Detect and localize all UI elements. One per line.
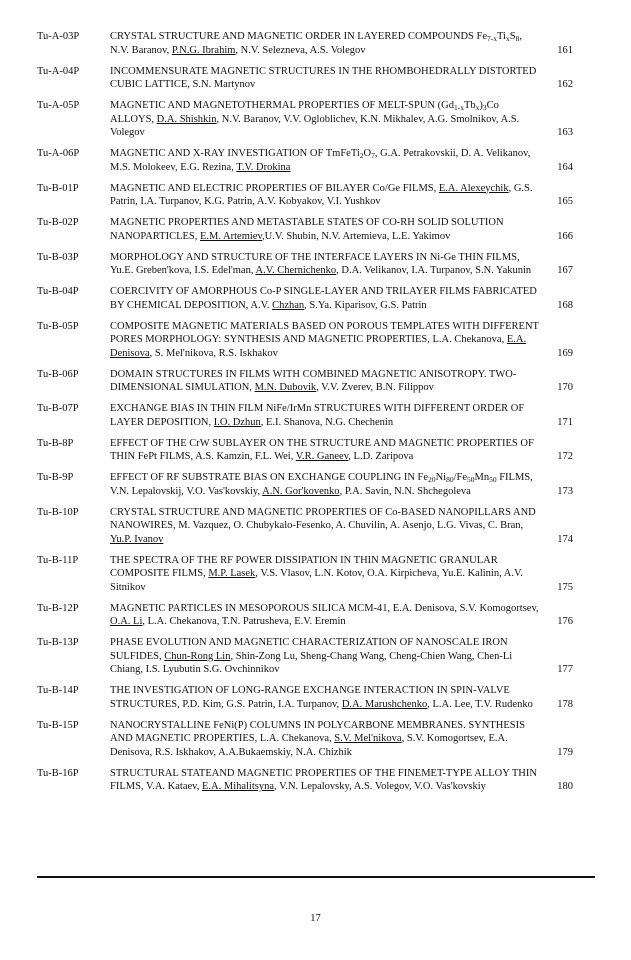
toc-entry [37, 320, 595, 361]
toc-entry [37, 99, 595, 140]
toc-entry [37, 636, 595, 677]
toc-entry [37, 285, 595, 312]
footer-rule [37, 876, 595, 878]
entry-title-authors: PHASE EVOLUTION AND MAGNETIC CHARACTERIZATION OF NANOSCALE IRON SULFIDES, Chun-Rong Lin, Shin-Zong Lu, Sheng-Chang Wang, Cheng-Chien Wang, Chen-Li Chiang, I.S. Lyubutin S.G. Ovchinnikov [110, 637, 513, 675]
entry-page-number: 163 [557, 127, 573, 138]
toc-entry [37, 506, 595, 547]
entry-title-authors: MAGNETIC PROPERTIES AND METASTABLE STATES OF CO-RH SOLID SOLUTION NANOPARTICLES, E.M. Artemiev,U.V. Shubin, N.V. Artemieva, L.E. Yakimov [110, 217, 504, 242]
entry-title-authors: DOMAIN STRUCTURES IN FILMS WITH COMBINED MAGNETIC ANISOTROPY. TWO-DIMENSIONAL SIMULATION, M.N. Dubovik, V.V. Zverev, B.N. Filippov [110, 368, 517, 393]
entry-code: Tu-B-11P [37, 554, 79, 566]
entry-title-authors: THE SPECTRA OF THE RF POWER DISSIPATION IN THIN MAGNETIC GRANULAR COMPOSITE FILMS, M.P. Lasek, V.S. Vlasov, L.N. Kotov, O.A. Kirpicheva, Yu.E. Kalinin, A.V. Sitnikov [110, 554, 523, 593]
toc-entry [37, 182, 595, 209]
toc-entry [37, 147, 595, 174]
entry-code: Tu-B-14P [37, 685, 79, 696]
toc-entry [37, 602, 595, 629]
entry-code: Tu-B-05P [37, 320, 79, 332]
entry-page-number: 166 [557, 230, 573, 242]
entry-page-number: 172 [557, 451, 573, 462]
toc-entry [37, 767, 595, 794]
entry-code: Tu-B-15P [37, 719, 79, 731]
entry-page-number: 175 [557, 581, 573, 593]
entry-title-authors: MAGNETIC AND X-RAY INVESTIGATION OF $TmFeTi_2O_7$, G.A. Petrakovskii, D. A. Velikanov, M.S. Molokeev, E.G. Rezina, T.V. Drokina [110, 148, 531, 173]
entry-code: Tu-A-04P [37, 65, 80, 77]
entry-page-number: 179 [557, 746, 573, 758]
entry-page-number: 177 [557, 664, 573, 675]
toc-list [37, 30, 595, 872]
toc-entry [37, 30, 595, 57]
entry-code: Tu-B-06P [37, 368, 79, 380]
entry-title-authors: MAGNETIC PARTICLES IN MESOPOROUS SILICA MCM-41, E.A. Denisova, S.V. Komogortsev, O.A. Li, L.A. Chekanova, T.N. Patrusheva, E.V. Eremin [110, 602, 539, 627]
entry-title-authors: STRUCTURAL STATEAND MAGNETIC PROPERTIES OF THE FINEMET-TYPE ALLOY THIN FILMS, V.A. Kataev, E.A. Mihalitsyna, V.N. Lepalovsky, A.S. Volegov, V.O. Vas'kovskiy [110, 767, 537, 792]
entry-page-number: 161 [557, 44, 573, 56]
entry-title-authors: EXCHANGE BIAS IN THIN FILM NiFe/IrMn STRUCTURES WITH DIFFERENT ORDER OF LAYER DEPOSITION, I.O. Dzhun, E.I. Shanova, N.G. Chechenin [110, 403, 525, 428]
entry-page-number: 167 [557, 265, 573, 276]
entry-title-authors: COMPOSITE MAGNETIC MATERIALS BASED ON POROUS TEMPLATES WITH DIFFERENT PORES MORPHOLOGY: SYNTHESIS AND MAGNETIC PROPERTIES, L.A. Chekanova, E.A. Denisova, S. Mel'nikova, R.S. Iskhakov [110, 320, 539, 359]
entry-title-authors: COERCIVITY OF AMORPHOUS Co-P SINGLE-LAYER AND TRILAYER FILMS FABRICATED BY CHEMICAL DEPOSITION, A.V. Chzhan, S.Ya. Kiparisov, G.S. Patrin [110, 286, 537, 311]
entry-title-authors: NANOCRYSTALLINE FeNi(P) COLUMNS IN POLYCARBONE MEMBRANES. SYNTHESIS AND MAGNETIC PROPERTIES, L.A. Chekanova, S.V. Mel'nikova, S.V. Komogortsev, E.A. Denisova, R.S. Iskhakov, A.A.Bukaemskiy, N.A. Chizhik [110, 719, 525, 758]
toc-entry [37, 471, 595, 498]
page-number: 17 [310, 913, 321, 924]
entry-code: Tu-B-03P [37, 251, 79, 263]
entry-title-authors: EFFECT OF THE CrW SUBLAYER ON THE STRUCTURE AND MAGNETIC PROPERTIES OF THIN FePt FILMS, A.S. Kamzin, F.L. Wei, V.R. Ganeev, L.D. Zaripova [110, 437, 534, 462]
entry-code: Tu-B-10P [37, 506, 79, 518]
entry-page-number: 178 [557, 698, 573, 710]
entry-page-number: 176 [557, 616, 573, 627]
entry-code: Tu-B-13P [37, 637, 79, 648]
entry-title-authors: CRYSTAL STRUCTURE AND MAGNETIC ORDER IN LAYERED COMPOUNDS $Fe_{7-x}Ti_xS_8$, N.V. Baranov, P.N.G. Ibrahim, N.V. Selezneva, A.S. Volegov [110, 31, 522, 56]
entry-code: Tu-A-06P [37, 148, 80, 159]
entry-code: Tu-B-12P [37, 602, 79, 614]
entry-code: Tu-A-03P [37, 31, 80, 42]
entry-title-authors: INCOMMENSURATE MAGNETIC STRUCTURES IN THE RHOMBOHEDRALLY DISTORTED CUBIC LATTICE, S.N. Martynov [110, 65, 537, 90]
toc-entry [37, 251, 595, 278]
entry-title-authors: CRYSTAL STRUCTURE AND MAGNETIC PROPERTIES OF Co-BASED NANOPILLARS AND NANOWIRES, M. Vazquez, O. Chubykalo-Fesenko, A. Chuvilin, A. Asenjo, L.G. Vivas, C. Bran, Yu.P. Ivanov [110, 506, 536, 545]
entry-title-authors: MORPHOLOGY AND STRUCTURE OF THE INTERFACE LAYERS IN Ni-Ge THIN FILMS, Yu.E. Greben'kova, I.S. Edel'man, A.V. Chernichenko, D.A. Velikanov, I.A. Turpanov, S.N. Yakunin [110, 251, 532, 276]
entry-code: Tu-B-9P [37, 472, 74, 483]
entry-page-number: 174 [557, 533, 573, 545]
entry-title-authors: EFFECT OF RF SUBSTRATE BIAS ON EXCHANGE COUPLING IN $Fe_{20}Ni_{80}/Fe_{50}Mn_{50}$ FILMS, V.N. Lepalovskij, V.O. Vas'kovskiy, A.N. Gor'kovenko, P.A. Savin, N.N. Shchegoleva [110, 472, 533, 497]
entry-page-number: 173 [557, 485, 573, 497]
entry-code: Tu-B-04P [37, 286, 79, 297]
entry-title-authors: THE INVESTIGATION OF LONG-RANGE EXCHANGE INTERACTION IN SPIN-VALVE STRUCTURES, P.D. Kim, G.S. Patrin, I.A. Turpanov, D.A. Marushchenko, L.A. Lee, T.V. Rudenko [110, 685, 533, 710]
entry-page-number: 162 [557, 79, 573, 90]
entry-page-number: 165 [557, 196, 573, 207]
toc-entry [37, 368, 595, 395]
entry-page-number: 170 [557, 382, 573, 393]
entry-code: Tu-B-01P [37, 182, 79, 194]
entry-code: Tu-B-07P [37, 403, 79, 414]
entry-page-number: 171 [557, 416, 573, 428]
entry-code: Tu-B-8P [37, 437, 74, 449]
toc-entry [37, 554, 595, 595]
toc-entry [37, 684, 595, 711]
entry-code: Tu-A-05P [37, 100, 80, 111]
entry-title-authors: MAGNETIC AND MAGNETOTHERMAL PROPERTIES OF MELT-SPUN $(Gd_{1-x}Tb_x)_3Co$ ALLOYS, D.A. Shishkin, N.V. Baranov, V.V. Ogloblichev, K.N. Mikhalev, A.G. Smolnikov, A.S. Volegov [110, 100, 520, 138]
toc-entry [37, 216, 595, 243]
entry-page-number: 164 [557, 161, 573, 173]
entry-page-number: 169 [557, 347, 573, 359]
toc-entry [37, 437, 595, 464]
toc-entry [37, 65, 595, 92]
entry-page-number: 180 [557, 781, 573, 792]
toc-entry [37, 402, 595, 429]
entry-title-authors: MAGNETIC AND ELECTRIC PROPERTIES OF BILAYER Co/Ge FILMS, E.A. Alexeychik, G.S. Patrin, I.A. Turpanov, K.G. Patrin, A.V. Kobyakov, V.I. Yushkov [110, 182, 533, 207]
toc-entry [37, 719, 595, 760]
entry-code: Tu-B-16P [37, 767, 79, 779]
entry-page-number: 168 [557, 299, 573, 311]
entry-code: Tu-B-02P [37, 217, 79, 228]
